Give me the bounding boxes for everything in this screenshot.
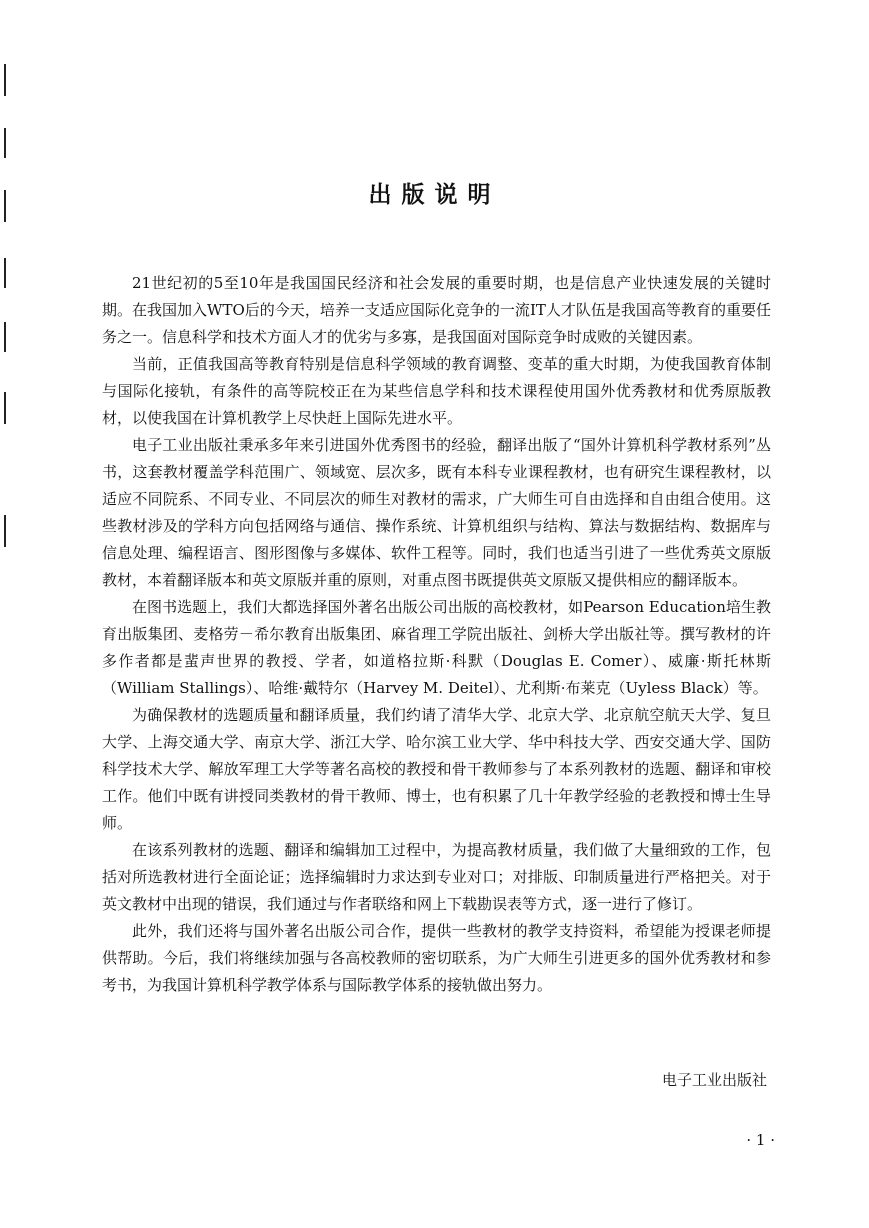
scan-edge-mark [4,392,6,424]
paragraph: 电子工业出版社秉承多年来引进国外优秀图书的经验，翻译出版了“国外计算机科学教材系列”丛书，这套教材覆盖学科范围广、领域宽、层次多，既有本科专业课程教材，也有研究生课程教材，以适应不同院系、不同专业、不同层次的师生对教材的需求，广大师生可自由选择和自由组合使用。这些教材涉及的学科方向包括网络与通信、操作系统、计算机组织与结构、算法与数据结构、数据库与信息处理、编程语言、图形图像与多媒体、软件工程等。同时，我们也适当引进了一些优秀英文原版教材，本着翻译版本和英文原版并重的原则，对重点图书既提供英文原版又提供相应的翻译版本。 [102,436,771,589]
scan-edge-mark [4,128,6,158]
paragraph: 21世纪初的5至10年是我国国民经济和社会发展的重要时期，也是信息产业快速发展的关键时期。在我国加入WTO后的今天，培养一支适应国际化竞争的一流IT人才队伍是我国高等教育的重要任务之一。信息科学和技术方面人才的优劣与多寡，是我国面对国际竞争时成败的关键因素。 [102,274,771,346]
scan-edge-mark [4,258,6,288]
scan-edge-mark [4,64,6,96]
paragraph: 此外，我们还将与国外著名出版公司合作，提供一些教材的教学支持资料，希望能为授课老师提供帮助。今后，我们将继续加强与各高校教师的密切联系，为广大师生引进更多的国外优秀教材和参考书，为我国计算机科学教学体系与国际教学体系的接轨做出努力。 [102,922,771,994]
body-text [102,270,771,999]
paragraph: 在图书选题上，我们大都选择国外著名出版公司出版的高校教材，如Pearson Education培生教育出版集团、麦格劳－希尔教育出版集团、麻省理工学院出版社、剑桥大学出版社等。撰写教材的许多作者都是蜚声世界的教授、学者，如道格拉斯·科默（Douglas E. Comer）、威廉·斯托林斯（William Stallings）、哈维·戴特尔（Harvey M. Deitel）、尤利斯·布莱克（Uyless Black）等。 [102,598,771,697]
paragraph: 为确保教材的选题质量和翻译质量，我们约请了清华大学、北京大学、北京航空航天大学、复旦大学、上海交通大学、南京大学、浙江大学、哈尔滨工业大学、华中科技大学、西安交通大学、国防科学技术大学、解放军理工大学等著名高校的教授和骨干教师参与了本系列教材的选题、翻译和审校工作。他们中既有讲授同类教材的骨干教师、博士，也有积累了几十年教学经验的老教授和博士生导师。 [102,706,771,832]
scan-edge-mark [4,322,6,352]
paragraph: 当前，正值我国高等教育特别是信息科学领域的教育调整、变革的重大时期，为使我国教育体制与国际化接轨，有条件的高等院校正在为某些信息学科和技术课程使用国外优秀教材和优秀原版教材，以使我国在计算机教学上尽快赶上国际先进水平。 [102,355,771,427]
publisher-signature: 电子工业出版社 [661,1071,767,1089]
scan-edge-mark [4,515,6,547]
paragraph: 在该系列教材的选题、翻译和编辑加工过程中，为提高教材质量，我们做了大量细致的工作，包括对所选教材进行全面论证；选择编辑时力求达到专业对口；对排版、印制质量进行严格把关。对于英文教材中出现的错误，我们通过与作者联络和网上下载勘误表等方式，逐一进行了修订。 [102,841,771,913]
page-number: · 1 · [746,1131,775,1149]
page-title: 出版说明 [368,182,501,208]
